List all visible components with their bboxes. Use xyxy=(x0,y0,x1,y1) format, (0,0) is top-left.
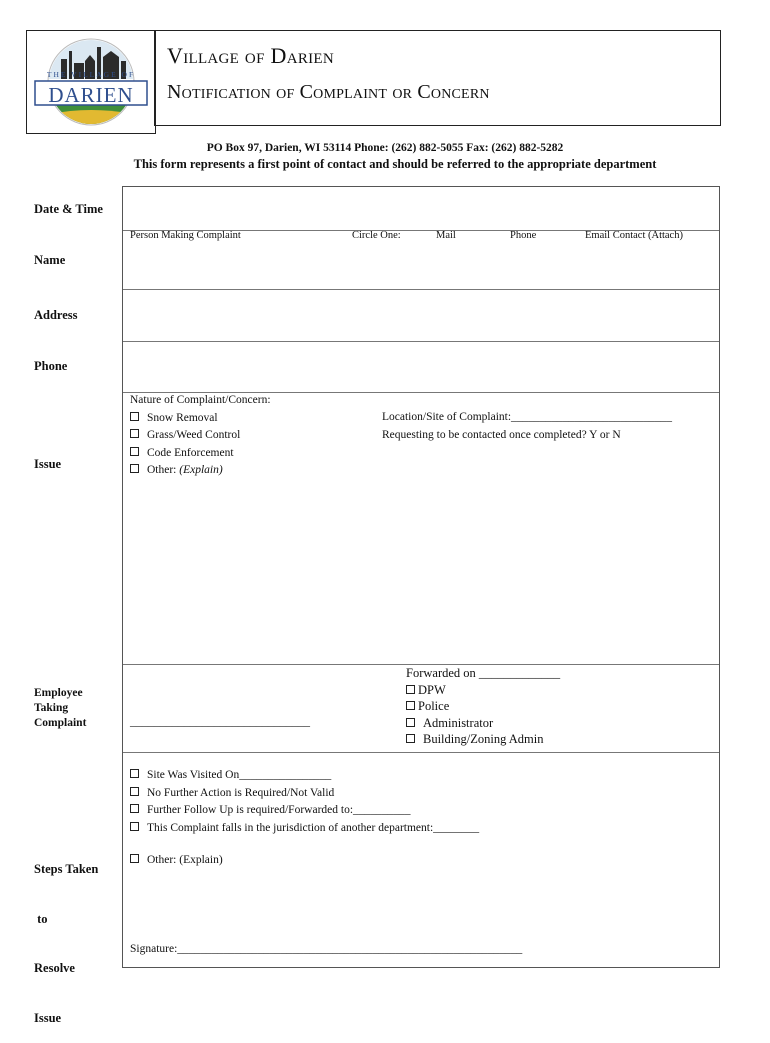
steps-options xyxy=(130,767,479,870)
forwarded-section xyxy=(406,665,560,748)
checkbox-icon[interactable] xyxy=(406,685,415,694)
step-site-visited[interactable]: Site Was Visited On________________ xyxy=(130,767,479,785)
checkbox-icon[interactable] xyxy=(130,429,139,438)
circle-one-label: Circle One: xyxy=(352,230,401,241)
option-phone[interactable]: Phone xyxy=(510,230,537,241)
checkbox-icon[interactable] xyxy=(130,447,139,456)
signature-line[interactable]: Signature:____________________________________________________________ xyxy=(130,943,523,955)
issue-option-code[interactable]: Code Enforcement xyxy=(130,445,271,463)
title-box xyxy=(154,30,721,126)
logo-top-text: THE VILLAGE OF xyxy=(46,70,136,79)
village-logo xyxy=(26,30,156,134)
village-logo-graphic xyxy=(27,31,155,133)
date-time-field[interactable] xyxy=(123,187,719,230)
checkbox-icon[interactable] xyxy=(130,787,139,796)
logo-main-text: DARIEN xyxy=(48,83,134,107)
row-divider xyxy=(123,752,719,753)
option-email-contact[interactable]: Email Contact (Attach) xyxy=(585,230,683,241)
forward-option-administrator[interactable]: Administrator xyxy=(406,715,560,732)
issue-option-other[interactable]: Other: (Explain) xyxy=(130,462,271,480)
checkbox-icon[interactable] xyxy=(130,464,139,473)
person-making-complaint-label: Person Making Complaint xyxy=(130,230,241,241)
checkbox-icon[interactable] xyxy=(130,412,139,421)
employee-signature-line[interactable]: ______________________________ xyxy=(130,714,310,728)
employee-label: Employee Taking Complaint xyxy=(34,687,87,729)
forward-option-building[interactable]: Building/Zoning Admin xyxy=(406,731,560,748)
step-no-further-action[interactable]: No Further Action is Required/Not Valid xyxy=(130,785,479,803)
checkbox-icon[interactable] xyxy=(406,701,415,710)
step-other[interactable]: Other: (Explain) xyxy=(130,852,479,870)
form-note: This form represents a first point of contact and should be referred to the appropriate department xyxy=(133,157,657,171)
issue-option-snow[interactable]: Snow Removal xyxy=(130,410,271,428)
phone-label: Phone xyxy=(34,359,68,373)
location-label: Location/Site of Complaint:____________________________ xyxy=(382,411,673,423)
step-other-department[interactable]: This Complaint falls in the jurisdiction of another department:________ xyxy=(130,820,479,838)
forwarded-label: Forwarded on _____________ xyxy=(406,666,561,680)
checkbox-icon[interactable] xyxy=(406,718,415,727)
checkbox-icon[interactable] xyxy=(130,822,139,831)
nature-label: Nature of Complaint/Concern: xyxy=(130,394,271,406)
page-subtitle: Notification of Complaint or Concern xyxy=(167,81,490,103)
issue-option-grass[interactable]: Grass/Weed Control xyxy=(130,427,271,445)
issue-location xyxy=(382,409,672,444)
step-follow-up[interactable]: Further Follow Up is required/Forwarded to:__________ xyxy=(130,802,479,820)
checkbox-icon[interactable] xyxy=(130,769,139,778)
contact-info: PO Box 97, Darien, WI 53114 Phone: (262) 882-5055 Fax: (262) 882-5282 xyxy=(206,142,564,154)
date-time-label: Date & Time xyxy=(34,202,103,216)
option-mail[interactable]: Mail xyxy=(436,230,456,241)
name-label: Name xyxy=(34,253,66,267)
checkbox-icon[interactable] xyxy=(406,734,415,743)
address-field[interactable] xyxy=(123,290,719,341)
contact-request: Requesting to be contacted once completed? Y or N xyxy=(382,428,621,441)
address-label: Address xyxy=(34,308,78,322)
phone-field[interactable] xyxy=(123,342,719,392)
page-title: Village of Darien xyxy=(167,43,335,68)
issue-label: Issue xyxy=(34,457,62,471)
steps-label: Steps Taken to Resolve Issue xyxy=(34,862,99,1025)
checkbox-icon[interactable] xyxy=(130,804,139,813)
forward-option-dpw[interactable]: DPW xyxy=(406,682,560,699)
forward-option-police[interactable]: Police xyxy=(406,698,560,715)
issue-options xyxy=(130,392,271,480)
checkbox-icon[interactable] xyxy=(130,854,139,863)
complaint-form xyxy=(122,186,720,968)
